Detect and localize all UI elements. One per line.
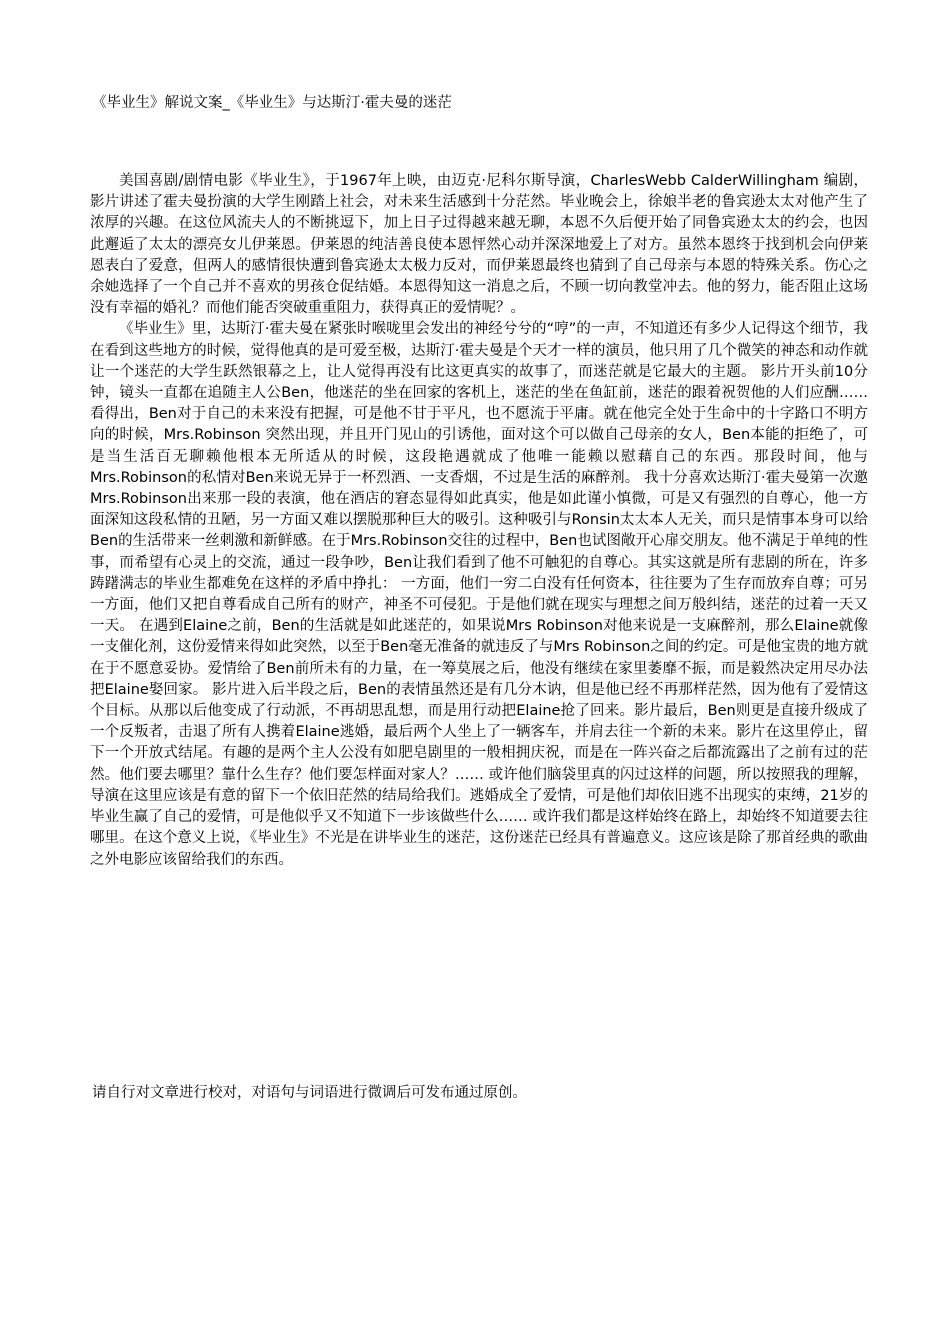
document-title: 《毕业生》解说文案_《毕业生》与达斯汀·霍夫曼的迷茫 — [92, 95, 452, 111]
footer-note: 请自行对文章进行校对，对语句与词语进行微调后可发布通过原创。 — [92, 1085, 527, 1101]
document-body — [90, 171, 868, 871]
paragraph-intro: 美国喜剧/剧情电影《毕业生》，于1967年上映，由迈克·尼科尔斯导演，CharlesWebb CalderWillingham 编剧，影片讲述了霍夫曼扮演的大学生刚踏上社会，对未来生活感到十分茫然。毕业晚会上，徐娘半老的鲁宾逊太太对他产生了浓厚的兴趣。在这位风流夫人的不断挑逗下，加上日子过得越来越无聊，本恩不久后便开始了同鲁宾逊太太的约会，也因此邂逅了太太的漂亮女儿伊莱恩。伊莱恩的纯洁善良使本恩怦然心动并深深地爱上了对方。虽然本恩终于找到机会向伊莱恩表白了爱意，但两人的感情很快遭到鲁宾逊太太极力反对，而伊莱恩最终也猜到了自己母亲与本恩的特殊关系。伤心之余她选择了一个自己并不喜欢的男孩仓促结婚。本恩得知这一消息之后，不顾一切向教堂冲去。他的努力，能否阻止这场没有幸福的婚礼？而他们能否突破重重阻力，获得真正的爱情呢？。 — [90, 173, 868, 317]
paragraph-review: 《毕业生》里，达斯汀·霍夫曼在紧张时喉咙里会发出的神经兮兮的“哼”的一声，不知道还有多少人记得这个细节，我在看到这些地方的时候，觉得他真的是可爱至极，达斯汀·霍夫曼是个天才一样的演员，他只用了几个微笑的神态和动作就让一个迷茫的大学生跃然银幕之上，让人觉得再没有比这更真实的故事了，而迷茫就是它最大的主题。 影片开头前10分钟，镜头一直都在追随主人公Ben，他迷茫的坐在回家的客机上，迷茫的坐在鱼缸前，迷茫的跟着祝贺他的人们应酬……看得出，Ben对于自己的未来没有把握，可是他不甘于平凡，也不愿流于平庸。就在他完全处于生命中的十字路口不明方向的时候，Mrs.Robinson 突然出现，并且开门见山的引诱他，面对这个可以做自己母亲的女人，Ben本能的拒绝了，可是当生活百无聊赖他根本无所适从的时候，这段艳遇就成了他唯一能赖以慰藉自己的东西。那段时间，他与Mrs.Robinson的私情对Ben来说无异于一杯烈酒、一支香烟，不过是生活的麻醉剂。 我十分喜欢达斯汀·霍夫曼第一次邀Mrs.Robinson出来那一段的表演，他在酒店的窘态显得如此真实，他是如此谨小慎微，可是又有强烈的自尊心，他一方面深知这段私情的丑陋，另一方面又难以摆脱那种巨大的吸引。这种吸引与Ronsin太太本人无关，而只是情事本身可以给Ben的生活带来一丝刺激和新鲜感。在于Mrs.Robinson交往的过程中，Ben也试图敞开心扉交朋友。他不满足于单纯的性事，而希望有心灵上的交流，通过一段争吵，Ben让我们看到了他不可触犯的自尊心。其实这就是所有悲剧的所在，许多踌躇满志的毕业生都难免在这样的矛盾中挣扎： 一方面，他们一穷二白没有任何资本，往往要为了生存而放弃自尊；可另一方面，他们又把自尊看成自己所有的财产，神圣不可侵犯。于是他们就在现实与理想之间万般纠结，迷茫的过着一天又一天。 在遇到Elaine之前，Ben的生活就是如此迷茫的，如果说Mrs Robinson对他来说是一支麻醉剂，那么Elaine就像一支催化剂，这份爱情来得如此突然，以至于Ben毫无准备的就违反了与Mrs Robinson之间的约定。可是他宝贵的地方就在于不愿意妥协。爱情给了Ben前所未有的力量，在一筹莫展之后，他没有继续在家里萎靡不振，而是毅然决定用尽办法把Elaine娶回家。 影片进入后半段之后，Ben的表情虽然还是有几分木讷，但是他已经不再那样茫然，因为他有了爱情这个目标。从那以后他变成了行动派，不再胡思乱想，而是用行动把Elaine抢了回来。影片最后，Ben则更是直接升级成了一个反叛者，击退了所有人携着Elaine逃婚，最后两个人坐上了一辆客车，并肩去往一个新的未来。影片在这里停止，留下一个开放式结尾。有趣的是两个主人公没有如肥皂剧里的一般相拥庆祝，而是在一阵兴奋之后都流露出了之前有过的茫然。他们要去哪里？靠什么生存？他们要怎样面对家人？…… 或许他们脑袋里真的闪过这样的问题，所以按照我的理解，导演在这里应该是有意的留下一个依旧茫然的结局给我们。逃婚成全了爱情，可是他们却依旧逃不出现实的束缚，21岁的毕业生赢了自己的爱情，可是他似乎又不知道下一步该做些什么…… 或许我们都是这样始终在路上，却始终不知道要去往哪里。在这个意义上说，《毕业生》不光是在讲毕业生的迷茫，这份迷茫已经具有普遍意义。这应该是除了那首经典的歌曲之外电影应该留给我们的东西。 — [90, 321, 868, 868]
